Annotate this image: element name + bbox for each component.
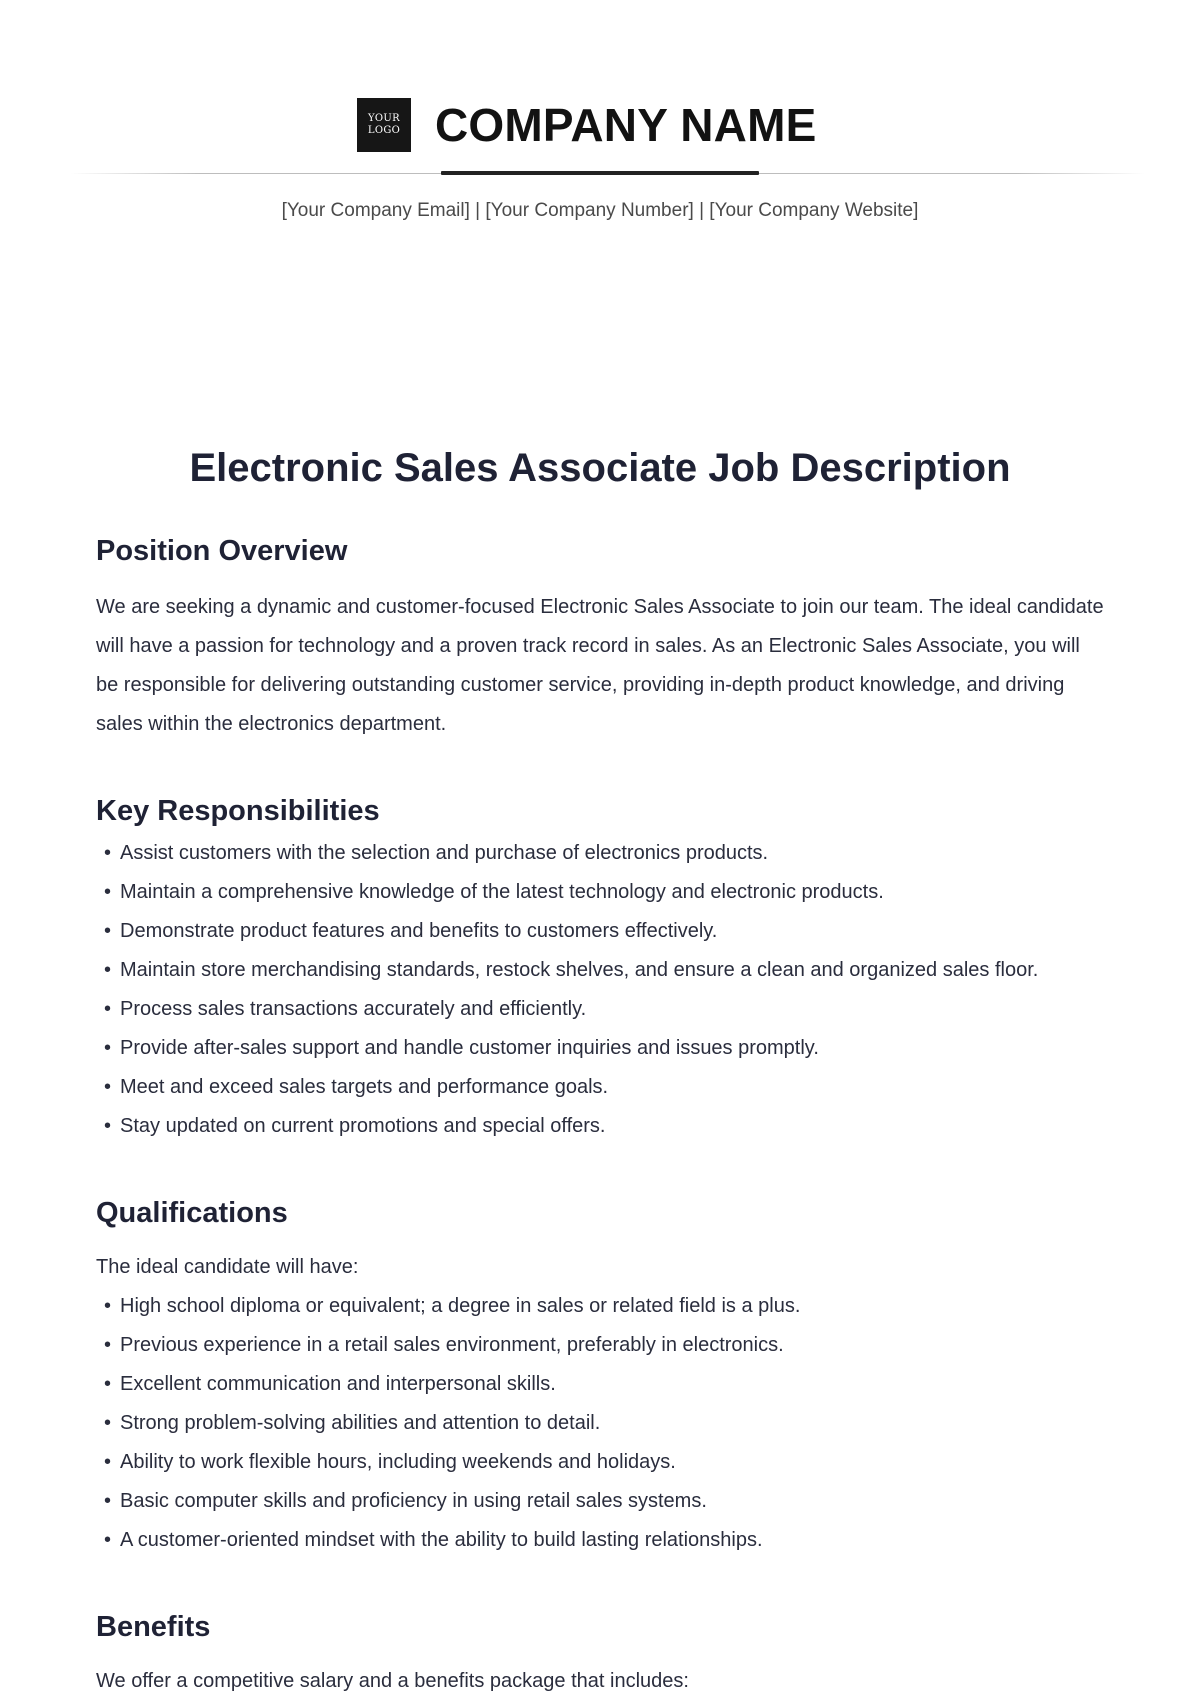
list-item: • Basic computer skills and proficiency in using retail sales systems.	[96, 1482, 1106, 1521]
section-heading: Qualifications	[96, 1197, 288, 1229]
section-position-overview	[96, 528, 1106, 744]
list-item: • Provide after-sales support and handle customer inquiries and issues promptly.	[96, 1029, 1106, 1068]
list-item: • Maintain a comprehensive knowledge of the latest technology and electronic products.	[96, 873, 1106, 912]
company-logo	[357, 98, 411, 152]
section-benefits	[96, 1604, 1106, 1701]
qualifications-intro: The ideal candidate will have:	[96, 1256, 359, 1278]
list-item: • Stay updated on current promotions and special offers.	[96, 1107, 1106, 1146]
document-header	[0, 96, 1200, 156]
list-item: • Maintain store merchandising standards, restock shelves, and ensure a clean and organized sales floor.	[96, 951, 1106, 990]
list-item: • Meet and exceed sales targets and performance goals.	[96, 1068, 1106, 1107]
list-item: • Previous experience in a retail sales environment, preferably in electronics.	[96, 1326, 1106, 1365]
company-contact-line: [Your Company Email] | [Your Company Number] | [Your Company Website]	[281, 200, 919, 221]
section-heading: Benefits	[96, 1611, 211, 1643]
list-item: • Strong problem-solving abilities and attention to detail.	[96, 1404, 1106, 1443]
document-body	[96, 528, 1106, 1701]
qualifications-list	[96, 1287, 1106, 1560]
header-accent-bar	[441, 171, 759, 175]
list-item: • Process sales transactions accurately and efficiently.	[96, 990, 1106, 1029]
overview-paragraph: We are seeking a dynamic and customer-focused Electronic Sales Associate to join our team. The ideal candidate will have a passion for technology and a proven track record in sales. As an Electronic Sales Associate, you will be responsible for delivering outstanding customer service, providing in-depth product knowledge, and driving sales within the electronics department.	[96, 596, 1104, 735]
list-item: • Assist customers with the selection and purchase of electronics products.	[96, 834, 1106, 873]
list-item: • High school diploma or equivalent; a degree in sales or related field is a plus.	[96, 1287, 1106, 1326]
company-name: COMPANY NAME	[435, 99, 817, 151]
section-heading: Position Overview	[96, 535, 348, 567]
list-item: • Excellent communication and interpersonal skills.	[96, 1365, 1106, 1404]
list-item: • A customer-oriented mindset with the ability to build lasting relationships.	[96, 1521, 1106, 1560]
document-title: Electronic Sales Associate Job Description	[189, 446, 1011, 490]
list-item: • Demonstrate product features and benefits to customers effectively.	[96, 912, 1106, 951]
section-qualifications	[96, 1190, 1106, 1560]
logo-text: YOUR LOGO	[367, 113, 401, 136]
responsibilities-list	[96, 834, 1106, 1146]
section-heading: Key Responsibilities	[96, 795, 380, 827]
benefits-intro: We offer a competitive salary and a benefits package that includes:	[96, 1670, 689, 1692]
list-item: • Ability to work flexible hours, including weekends and holidays.	[96, 1443, 1106, 1482]
section-key-responsibilities	[96, 788, 1106, 1146]
